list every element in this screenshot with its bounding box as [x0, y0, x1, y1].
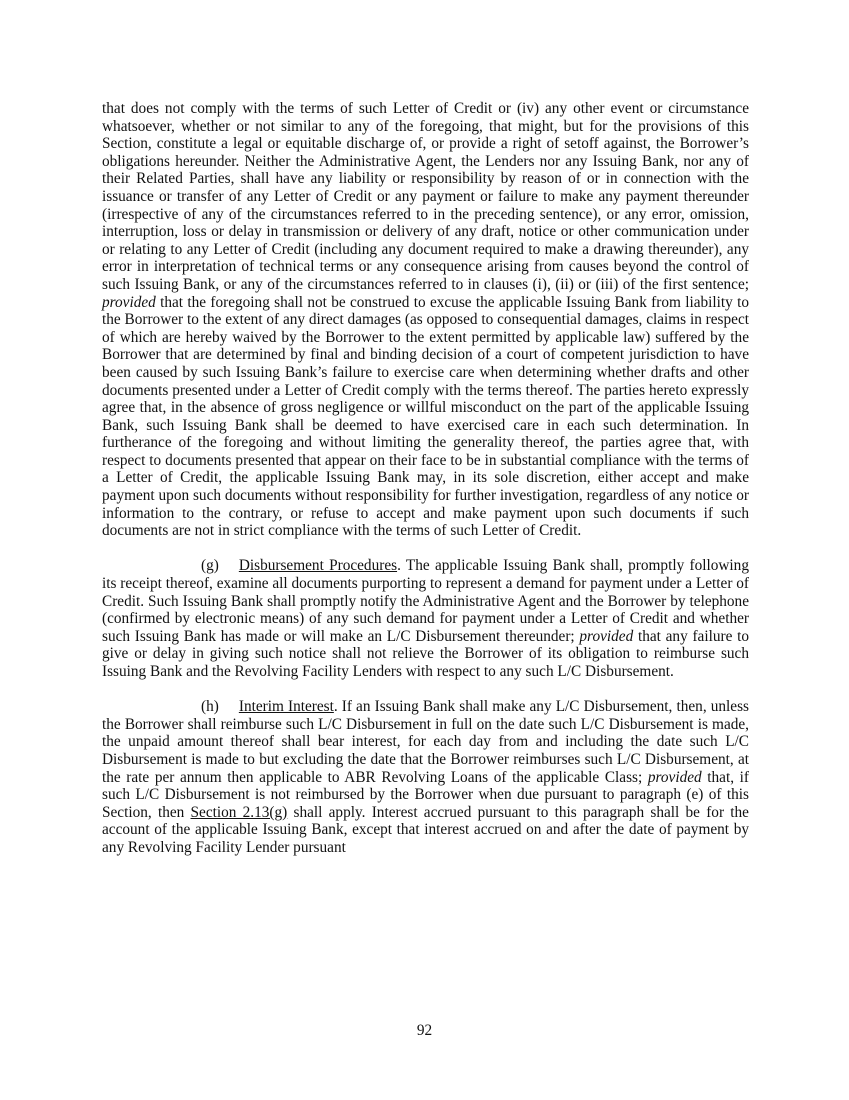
provided-emphasis: provided	[579, 627, 634, 645]
paragraph-f-continuation: that does not comply with the terms of such Letter of Credit or (iv) any other event or circumstance whatsoever, whether or not similar to any of the foregoing, that might, but for the provisions of this Section, constitute a legal or equitable discharge of, or provide a right of setoff against, the Borrower’s obligations hereunder. Neither the Administrative Agent, the Lenders nor any Issuing Bank, nor any of their Related Parties, shall have any liability or responsibility by reason of or in connection with the issuance or transfer of any Letter of Credit or any payment or failure to make any payment thereunder (irrespective of any of the circumstances referred to in the preceding sentence), or any error, omission, interruption, loss or delay in transmission or delivery of any draft, notice or other communication under or relating to any Letter of Credit (including any document required to make a drawing thereunder), any error in interpretation of technical terms or any consequence arising from causes beyond the control of such Issuing Bank, or any of the circumstances referred to in clauses (i), (ii) or (iii) of the first sentence; provided that the foregoing shall not be construed to excuse the applicable Issuing Bank from liability to the Borrower to the extent of any direct damages (as opposed to consequential damages, claims in respect of which are hereby waived by the Borrower to the extent permitted by applicable law) suffered by the Borrower that are determined by final and binding decision of a court of competent jurisdiction to have been caused by such Issuing Bank’s failure to exercise care when determining whether drafts and other documents presented under a Letter of Credit comply with the terms thereof. The parties hereto expressly agree that, in the absence of gross negligence or willful misconduct on the part of the applicable Issuing Bank, such Issuing Bank shall be deemed to have exercised care in each such determination. In furtherance of the foregoing and without limiting the generality thereof, the parties agree that, with respect to documents presented that appear on their face to be in substantial compliance with the terms of a Letter of Credit, the applicable Issuing Bank may, in its sole discretion, either accept and make payment upon such documents without responsibility for further investigation, regardless of any notice or information to the contrary, or refuse to accept and make payment upon such documents if such documents are not in strict compliance with the terms of such Letter of Credit.	[102, 100, 749, 540]
paragraph-g: (g) Disbursement Procedures. The applicable Issuing Bank shall, promptly following its receipt thereof, examine all documents purporting to represent a demand for payment under a Letter of Credit. Such Issuing Bank shall promptly notify the Administrative Agent and the Borrower by telephone (confirmed by electronic means) of any such demand for payment under a Letter of Credit and whether such Issuing Bank has made or will make an L/C Disbursement thereunder; provided that any failure to give or delay in giving such notice shall not relieve the Borrower of its obligation to reimburse such Issuing Bank and the Revolving Facility Lenders with respect to any such L/C Disbursement.	[102, 557, 750, 680]
paragraph-number: (g)	[201, 557, 219, 575]
paragraph-number: (h)	[201, 698, 219, 716]
section-cross-reference: Section 2.13(g)	[190, 803, 288, 821]
page-number: 92	[416, 1022, 433, 1039]
section-heading: Interim Interest	[238, 698, 334, 716]
provided-emphasis: provided	[647, 768, 702, 786]
document-body	[102, 100, 749, 857]
section-heading: Disbursement Procedures	[238, 557, 398, 575]
paragraph-h: (h) Interim Interest. If an Issuing Bank shall make any L/C Disbursement, then, unless the Borrower shall reimburse such L/C Disbursement in full on the date such L/C Disbursement is made, the unpaid amount thereof shall bear interest, for each day from and including the date such L/C Disbursement is made to but excluding the date that the Borrower reimburses such L/C Disbursement, at the rate per annum then applicable to ABR Revolving Loans of the applicable Class; provided that, if such L/C Disbursement is not reimbursed by the Borrower when due pursuant to paragraph (e) of this Section, then Section 2.13(g) shall apply. Interest accrued pursuant to this paragraph shall be for the account of the applicable Issuing Bank, except that interest accrued on and after the date of payment by any Revolving Facility Lender pursuant	[102, 698, 750, 856]
provided-emphasis: provided	[102, 293, 156, 311]
